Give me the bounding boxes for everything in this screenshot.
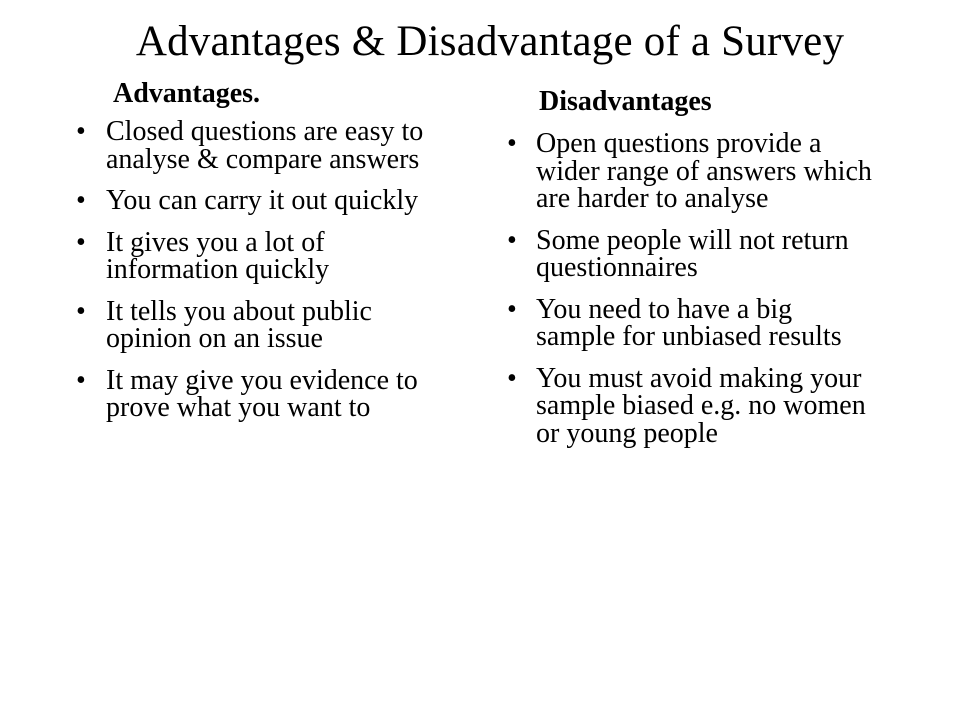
advantages-heading: Advantages. [113, 78, 261, 109]
bullet-icon: • [507, 224, 517, 256]
advantage-item-text: You can carry it out quickly [106, 185, 419, 216]
slide-title: Advantages & Disadvantage of a Survey [135, 18, 845, 65]
advantages-column [62, 76, 442, 436]
disadvantage-item [493, 224, 873, 283]
bullet-icon: • [76, 116, 86, 147]
advantage-item [62, 187, 442, 215]
bullet-icon: • [507, 128, 517, 159]
bullet-icon: • [507, 293, 517, 325]
disadvantage-item [493, 293, 873, 352]
advantage-item [62, 364, 442, 423]
advantage-item-text: Closed questions are easy to analyse & compare answers [106, 116, 424, 175]
advantage-item-text: It gives you a lot of information quickly [106, 226, 330, 285]
disadvantage-item [493, 130, 873, 213]
bullet-icon: • [76, 226, 86, 258]
disadvantage-item-text: Some people will not return questionnaires [536, 224, 849, 283]
bullet-icon: • [76, 295, 86, 327]
disadvantage-item-text: You need to have a big sample for unbiased results [536, 293, 842, 352]
advantage-item-text: It may give you evidence to prove what you want to [106, 364, 418, 423]
disadvantages-heading: Disadvantages [539, 86, 712, 117]
advantage-item-text: It tells you about public opinion on an issue [106, 295, 372, 354]
disadvantage-item [493, 362, 873, 449]
bullet-icon: • [76, 364, 86, 396]
bullet-icon: • [507, 362, 517, 394]
disadvantage-item-text: Open questions provide a wider range of answers which are harder to analyse [536, 128, 872, 214]
advantage-item [62, 118, 442, 173]
disadvantage-item-text: You must avoid making your sample biased e.g. no women or young people [536, 362, 866, 449]
advantage-item [62, 295, 442, 354]
disadvantages-column [493, 84, 873, 461]
advantage-item [62, 226, 442, 285]
advantages-list [62, 118, 442, 422]
disadvantages-list [493, 130, 873, 447]
bullet-icon: • [76, 185, 86, 216]
